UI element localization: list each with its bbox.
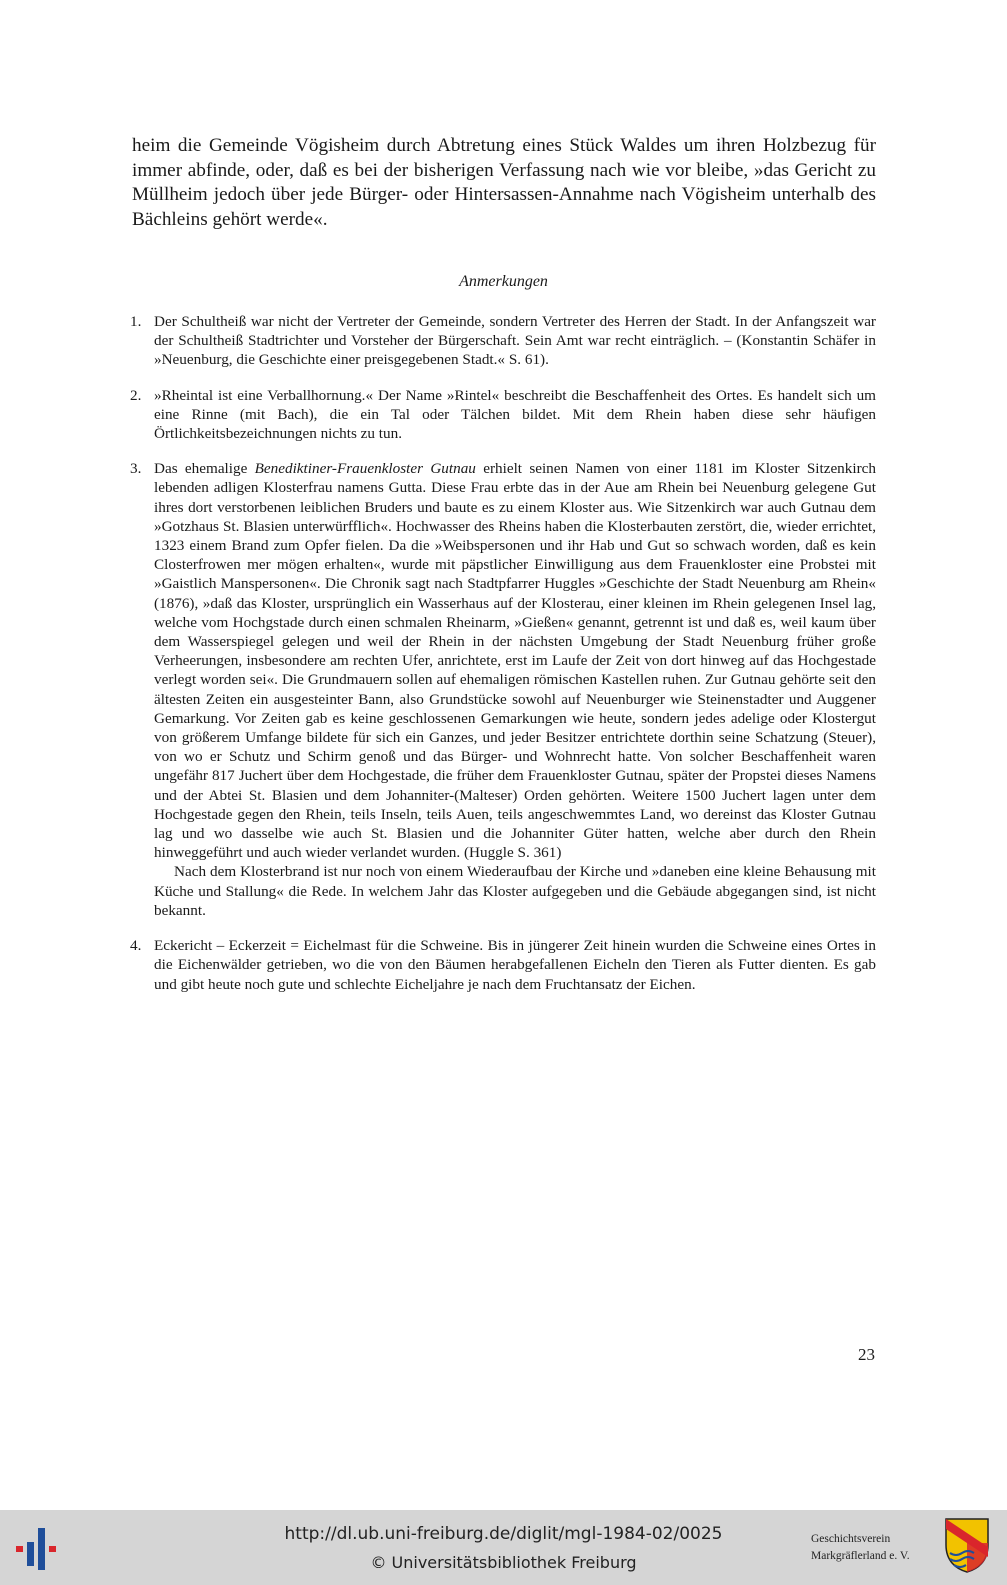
note-item-2 (130, 386, 876, 444)
coat-of-arms-icon (944, 1517, 990, 1573)
note-number: 4. (130, 937, 142, 955)
note-text (154, 459, 876, 920)
note-text (154, 386, 876, 444)
note-italic-term: Benediktiner-Frauenkloster Gutnau (254, 460, 476, 478)
note-item-1 (130, 312, 876, 370)
intro-paragraph: heim die Gemeinde Vögisheim durch Abtretung eines Stück Waldes um ihren Holzbezug für immer abfinde, oder, daß es bei der bisherigen Verfassung nach wie vor bleibe, »das Gericht zu Müllheim jedoch über jede Bürger- oder Hintersassen-Annahme nach Vögisheim unterhalb des Bächleins gehört werde«. (132, 135, 876, 230)
society-line-2: Markgräflerland e. V. (811, 1550, 910, 1562)
note-item-4 (130, 936, 876, 994)
note-number: 2. (130, 386, 142, 404)
notes-list (130, 312, 876, 994)
note-paragraph: »Rheintal ist eine Verballhornung.« Der Name »Rintel« beschreibt die Beschaffenheit des Ortes. Es handelt sich um eine Rinne (mit Bach), die ein Tal oder Tälchen bildet. Mit dem Rhein haben diese sehr häufigen Örtlichkeitsbezeichnungen nichts zu tun. (154, 386, 876, 443)
society-line-1: Geschichtsverein (811, 1533, 891, 1545)
note-text (154, 312, 876, 370)
footer-copyright: © Universitätsbibliothek Freiburg (370, 1553, 637, 1572)
page-number: 23 (858, 1345, 875, 1364)
note-text (154, 936, 876, 994)
note-number: 3. (130, 460, 142, 478)
note-paragraph (154, 459, 876, 862)
note-paragraph-continued: Nach dem Klosterbrand ist nur noch von einem Wiederaufbau der Kirche und »daneben eine kleine Behausung mit Küche und Stallung« die Rede. In welchem Jahr das Kloster aufgegeben und die Gebäude abgegangen sind, ist nicht bekannt. (154, 863, 876, 919)
note-text-before: Das ehemalige (154, 460, 255, 478)
notes-heading: Anmerkungen (459, 273, 548, 290)
note-paragraph: Der Schultheiß war nicht der Vertreter der Gemeinde, sondern Vertreter des Herren der Stadt. In der Anfangszeit war der Schultheiß Stadtrichter und Vorsteher der Bürgerschaft. Sein Amt war recht einträglich. – (Konstantin Schäfer in »Neuenburg, die Geschichte einer preisgegebenen Stadt.« S. 61). (154, 313, 876, 369)
footer-url-link[interactable]: http://dl.ub.uni-freiburg.de/diglit/mgl-1984-02/0025 (284, 1524, 723, 1544)
note-item-3 (130, 459, 876, 920)
note-number: 1. (130, 313, 142, 330)
note-text-after: erhielt seinen Namen von einer 1181 im Kloster Sitzenkirch lebenden adligen Klosterfrau namens Gutta. Diese Frau erbte das in der Aue am Rhein bei Neuenburg gelegene Gut ihres dort verstorbenen leiblichen Bruders und baute es zu einem Kloster aus. Wie Sitzenkirch war auch Gutnau dem »Gotzhaus St. Blasien unterwürfflich«. Hochwasser des Rheins haben die Klosterbauten zerstört, die, wieder errichtet, 1323 einem Brand zum Opfer fielen. Da die »Weibspersonen und ihr Hab und Gut so schwach worden, daß es kein Closterfrowen mer mögen erhalten«, wurde mit päpstlicher Einwilligung aus dem Frauenkloster eine Probstei mit »Gaistlich Manspersonen«. Die Chronik sagt nach Stadtpfarrer Huggles »Geschichte der Stadt Neuenburg am Rhein« (1876), »daß das Kloster, ursprünglich ein Wasserhaus auf der Klosterau, einer kleinen im Rhein gelegenen Insel lag, welche vom Hochgstade durch einen schmalen Rheinarm, »Gießen« genannt, getrennt ist und daß es, weil kaum über dem Wasserspiegel gelegen und weil der Rhein in der nächsten Umgebung der Stadt Neuenburg früher große Verheerungen, insbesondere am rechten Ufer, anrichtete, erst im Laufe der Zeit von dort hinweg auf das Hochgestade verlegt worden sei«. Die Grundmauern sollen auf ehemaligen römischen Kastellen ruhen. Zur Gutnau gehörte seit den ältesten Zeiten ein ausgesteinter Bann, also Grundstücke sowohl auf Neuenburger wie Steinenstadter und Auggener Gemarkung. Vor Zeiten gab es keine geschlossenen Gemarkungen wie heute, sondern jedes adelige oder Klostergut von größerem Umfange bildete für sich ein Ganzes, und jeder Besitzer entrichtete dorthin seine Schatzung (Steuer), von wo er Schutz und Schirm genoß und das Bürger- und Wohnrecht hatte. Von solcher Beschaffenheit waren ungefähr 817 Juchert über dem Hochgestade, die früher dem Frauenkloster Gutnau, später der Propstei dieses Namens und der Abtei St. Blasien und dem Johanniter-(Malteser) Orden gehörten. Weitere 1500 Juchert lagen unter dem Hochgestade gegen den Rhein, teils Inseln, teils Auen, teils angeschwemmtes Land, wo dereinst das Kloster Gutnau lag und wo dasselbe wie auch St. Blasien und die Johanniter Güter hatten, welche aber durch den Rhein hinweggeführt und auch wieder verlandet wurden. (Huggle S. 361) (154, 460, 876, 862)
note-paragraph: Eckericht – Eckerzeit = Eichelmast für die Schweine. Bis in jüngerer Zeit hinein wurden die Schweine eines Ortes in die Eichenwälder getrieben, wo die von den Bäumen herabgefallenen Eicheln den Tieren als Futter dienten. Es gab und gibt heute noch gute und schlechte Eicheljahre je nach dem Fruchtansatz der Eichen. (154, 937, 876, 993)
society-name (811, 1531, 931, 1565)
